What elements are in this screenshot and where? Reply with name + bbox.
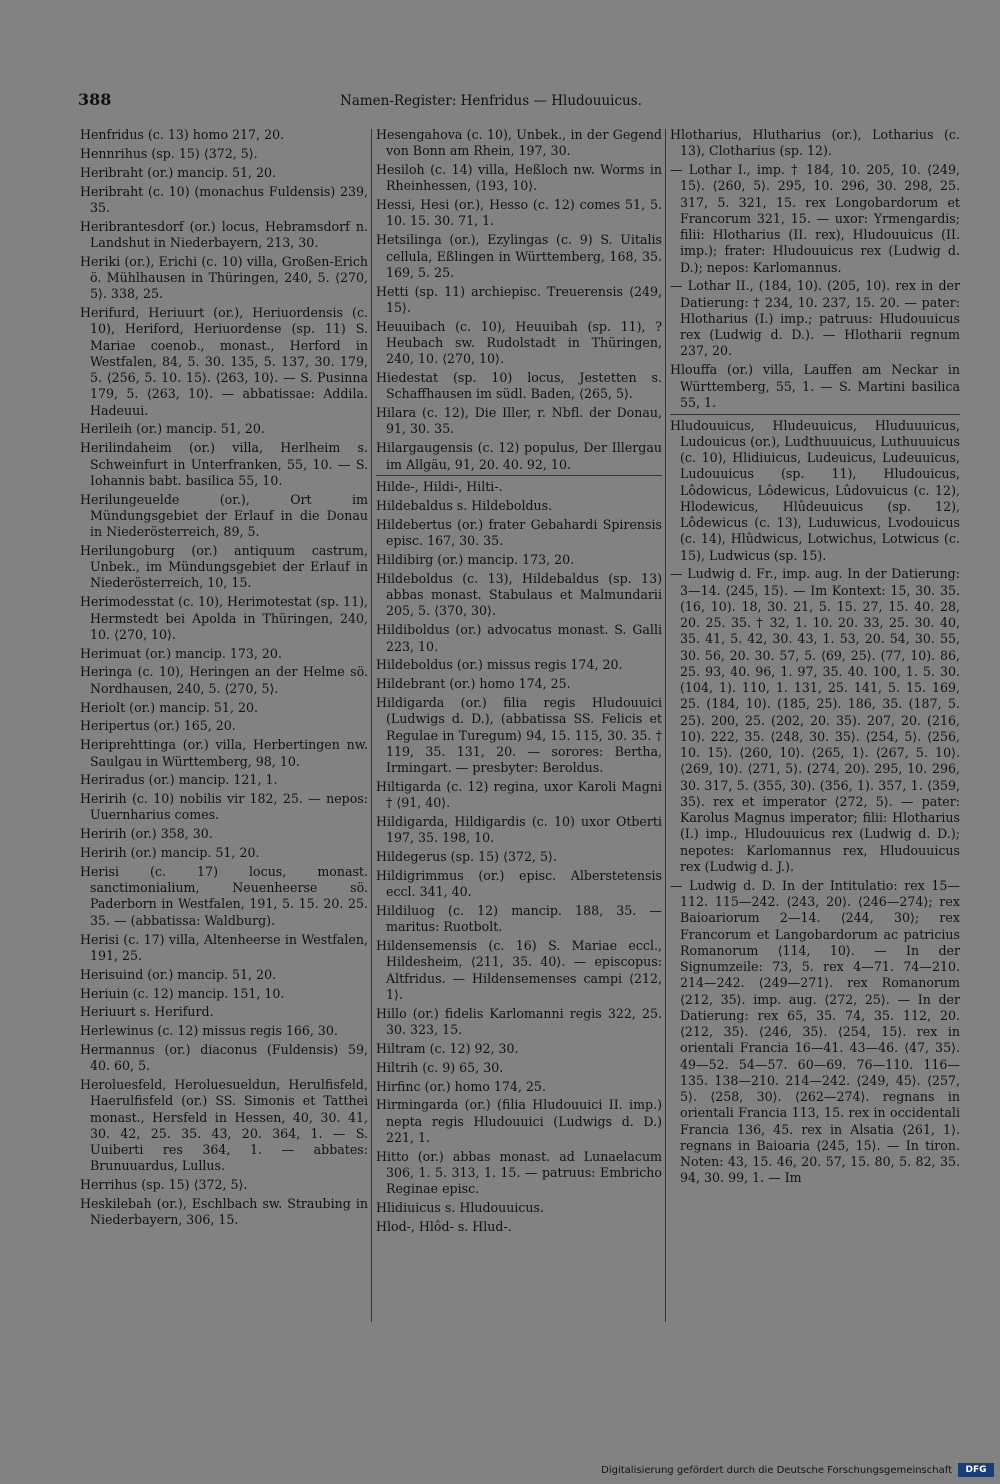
index-entry: Hlidiuicus s. Hludouuicus. xyxy=(376,1200,545,1216)
index-entry: Hirfinc (or.) homo 174, 25. xyxy=(376,1078,546,1094)
index-entry: Heririh (or.) 358, 30. xyxy=(80,826,213,842)
index-entry: Hetsilinga (or.), Ezylingas (c. 9) S. Uitalis cellula, Eßlingen in Württemberg, 168, 35. 169, 5. 25. xyxy=(376,232,662,280)
index-entry: Herimodesstat (c. 10), Herimotestat (sp. 11), Hermstedt bei Apolda in Thüringen, 240, 10. ⟨270, 10⟩. xyxy=(80,594,369,642)
index-entry: Hildigrimmus (or.) episc. Alberstetensis eccl. 341, 40. xyxy=(376,867,662,900)
index-entry: Heuuibach (c. 10), Heuuibah (sp. 11), ? Heubach sw. Rudolstadt in Thüringen, 240, 10. ⟨270, 10⟩. xyxy=(376,318,662,367)
dfg-logo-icon: DFG xyxy=(958,1463,994,1477)
index-entry: Hiedestat (sp. 10) locus, Jestetten s. Schaffhausen im südl. Baden, ⟨265, 5⟩. xyxy=(376,370,662,402)
index-entry: Hildigarda (or.) filia regis Hludouuici (Ludwigs d. D.), (abbatissa SS. Felicis et Regulae in Turegum) 94, 15. 115, 30. 35. † 119, 35. 131, 20. — sorores: Bertha, Irmingart. — presbyter: Beroldus. xyxy=(376,695,662,776)
index-entry: Herilindaheim (or.) villa, Herlheim s. Schweinfurt in Unterfranken, 55, 10. — S. Iohannis babt. basilica 55, 10. xyxy=(80,440,368,488)
page-number: 388 xyxy=(78,90,112,109)
index-entry: Hesiloh (c. 14) villa, Heßloch nw. Worms in Rheinhessen, ⟨193, 10⟩. xyxy=(376,162,662,194)
index-entry: Hildigarda, Hildigardis (c. 10) uxor Otberti 197, 35. 198, 10. xyxy=(376,814,662,846)
index-entry: Hildebrant (or.) homo 174, 25. xyxy=(376,676,571,692)
index-entry: Hillo (or.) fidelis Karlomanni regis 322, 25. 30. 323, 15. xyxy=(376,1005,662,1037)
index-entry: Hildiluog (c. 12) mancip. 188, 35. — maritus: Ruotbolt. xyxy=(376,903,662,935)
index-entry: Heririh (c. 10) nobilis vir 182, 25. — nepos: Uuernharius comes. xyxy=(80,791,368,823)
index-entry: Hirmingarda (or.) (filia Hludouuici II. imp.) nepta regis Hludouuici (Ludwigs d. D.) 221, 1. xyxy=(376,1097,662,1145)
index-entry: Herilungoburg (or.) antiquum castrum, Unbek., im Mündungsgebiet der Erlauf in Niederösterreich, 10, 15. xyxy=(80,542,368,591)
index-entry: Hilde-, Hildi-, Hilti-. xyxy=(376,475,662,495)
index-entry: Heriolt (or.) mancip. 51, 20. xyxy=(80,699,258,715)
index-entry: Hildegerus (sp. 15) ⟨372, 5⟩. xyxy=(376,849,557,865)
index-entry: Hildibirg (or.) mancip. 173, 20. xyxy=(376,552,575,568)
column-divider xyxy=(665,129,666,1322)
index-entry: Heribrantesdorf (or.) locus, Hebramsdorf n. Landshut in Niederbayern, 213, 30. xyxy=(80,218,368,250)
index-entry: Hludouuicus, Hludeuuicus, Hluduuuicus, Ludouicus (or.), Ludthuuuicus, Luthuuuicus (c. 10), Hlidiuicus, Ludeuicus, Ludeuuicus, Ludouuicus (sp. 11), Hludouicus, Lôdowicus, Lôdewicus, Lûdovuicus (c. 12), Hlodewicus, Hlûdeuuicus (sp. 12), Lôdewicus (c. 13), Luduwicus, Lvodouicus (c. 14), Hlûdwicus, Lotwichus, Lotwicus (c. 15), Ludwicus (sp. 15). xyxy=(670,414,960,564)
index-entry: Heriuin (c. 12) mancip. 151, 10. xyxy=(80,985,285,1001)
index-entry: Heriki (or.), Erichi (c. 10) villa, Großen-Erich ö. Mühlhausen in Thüringen, 240, 5. ⟨270, 5⟩. 338, 25. xyxy=(80,253,368,302)
index-entry: Hlod-, Hlôd- s. Hlud-. xyxy=(376,1218,512,1234)
index-column-1 xyxy=(80,127,368,1231)
index-entry: Herlewinus (c. 12) missus regis 166, 30. xyxy=(80,1023,338,1039)
index-entry: Heroluesfeld, Heroluesueldun, Herulfisfeld, Haerulfisfeld (or.) SS. Simonis et Tatthei monast., Hersfeld in Hessen, 40, 30. 41, 30. 42, 25. 35. 43, 20. 364, 1. — S. Uuiberti res 364, 1. — abbates: Brunuuardus, Lullus. xyxy=(80,1077,368,1174)
index-entry: Hesengahova (c. 10), Unbek., in der Gegend von Bonn am Rhein, 197, 30. xyxy=(376,127,662,159)
running-title: Namen-Register: Henfridus — Hludouuicus. xyxy=(340,93,642,109)
index-column-3 xyxy=(670,127,960,1189)
index-entry: — Ludwig d. Fr., imp. aug. In der Datierung: 3—14. ⟨245, 15⟩. — Im Kontext: 15, 30. 35. (16, 10). 18, 30. 21, 5. 15. 27, 15. 40. 28, 20. 25. 35. † 32, 1. 10. 20. 33, 25. 30. 40, 35. 41, 5. 42, 30. 43, 1. 53, 20. 54, 30. 55, 30. 56, 20. 30. 57, 5. ⟨69, 25⟩. (77, 10). 86, 25. 93, 40. 96, 1. 97, 35. 40. 100, 1. 5. 30. (104, 1). 110, 1. 131, 25. 141, 5. 15. 169, 25. (184, 10). (185, 25). 186, 35. (187, 5. 25). 200, 25. (202, 20. 35). 207, 20. (216, 10). 222, 35. ⟨248, 30. 35⟩. ⟨254, 5⟩. ⟨256, 10. 15⟩. ⟨260, 10⟩. ⟨265, 1⟩. ⟨267, 5. 10⟩. ⟨269, 10⟩. ⟨271, 5⟩. (274, 20). 295, 10. 296, 30. 317, 5. (355, 30). (356, 1). 357, 1. ⟨359, 35⟩. rex et imperator ⟨272, 5⟩. — pater: Karolus Magnus imperator; filii: Hlotharius (I.) imp., Hludouuicus rex (Ludwig d. D.); nepotes: Karlomannus rex, Hludouuicus rex (Ludwig d. J.). xyxy=(670,566,960,874)
index-entry: Herilungeuelde (or.), Ort im Mündungsgebiet der Erlauf in die Donau in Niederösterreich, 89, 5. xyxy=(80,491,368,540)
index-entry: Herisi (c. 17) villa, Altenheerse in Westfalen, 191, 25. xyxy=(80,931,368,963)
index-entry: Herisi (c. 17) locus, monast. sanctimonialium, Neuenheerse sö. Paderborn in Westfalen, 191, 5. 15. 20. 25. 35. — (abbatissa: Waldburg). xyxy=(80,863,368,928)
index-entry: Heririh (or.) mancip. 51, 20. xyxy=(80,845,260,861)
index-entry: Herisuind (or.) mancip. 51, 20. xyxy=(80,966,277,982)
index-entry: Herrihus (sp. 15) ⟨372, 5⟩. xyxy=(80,1177,248,1193)
index-entry: Herifurd, Heriuurt (or.), Heriuordensis (c. 10), Heriford, Heriuordense (sp. 11) S. Mariae coenob., monast., Herford in Westfalen, 84, 5. 30. 135, 5. 137, 30. 179, 5. ⟨256, 5. 10. 15⟩. ⟨263, 10⟩. — S. Pusinna 179, 5. ⟨263, 10⟩. — abbatissae: Addila. Hadeuui. xyxy=(80,305,368,418)
column-divider xyxy=(371,129,372,1322)
index-entry: Heringa (c. 10), Heringen an der Helme sö. Nordhausen, 240, 5. ⟨270, 5⟩. xyxy=(80,664,368,696)
index-entry: Herileih (or.) mancip. 51, 20. xyxy=(80,421,265,437)
index-entry: Henfridus (c. 13) homo 217, 20. xyxy=(80,127,285,142)
index-entry: Heriuurt s. Herifurd. xyxy=(80,1004,214,1020)
index-entry: Hessi, Hesi (or.), Hesso (c. 12) comes 51, 5. 10. 15. 30. 71, 1. xyxy=(376,197,662,229)
index-entry: Heribraht (c. 10) (monachus Fuldensis) 239, 35. xyxy=(80,183,368,215)
index-entry: Hildebertus (or.) frater Gebahardi Spirensis episc. 167, 30. 35. xyxy=(376,517,662,549)
index-entry: Heribraht (or.) mancip. 51, 20. xyxy=(80,164,277,180)
index-entry: Hildebaldus s. Hildeboldus. xyxy=(376,498,553,514)
index-entry: — Lothar II., (184, 10). (205, 10). rex in der Datierung: † 234, 10. 237, 15. 20. — pater: Hlotharius (I.) imp.; patruus: Hludouuicus rex (Ludwig d. D.). — Hlotharii regnum 237, 20. xyxy=(670,278,960,359)
index-entry: — Ludwig d. D. In der Intitulatio: rex 15—112. 115—242. ⟨243, 20⟩. ⟨246—274⟩; rex Baioariorum 2—14. ⟨244, 30⟩; rex Francorum et Langobardorum ac patricius Romanorum ⟨114, 10⟩. — In der Signumzeile: 73, 5. rex 4—71. 74—210. 214—242. ⟨249—271⟩. rex Romanorum ⟨212, 35⟩. imp. aug. ⟨272, 25⟩. — In der Datierung: rex 65, 35. 74, 35. 112, 20. ⟨212, 35⟩. ⟨246, 35⟩. ⟨254, 15⟩. rex in orientali Francia 16—41. 43—46. ⟨47, 35⟩. 49—52. 54—57. 60—69. 76—110. 116—135. 138—210. 214—242. ⟨249, 45⟩. ⟨257, 5⟩. ⟨258, 30⟩. ⟨262—274⟩. regnans in orientali Francia 113, 15. rex in occidentali Francia 136, 45. rex in Alsatia ⟨261, 1⟩. regnans in Baioaria ⟨245, 15⟩. — In tiron. Noten: 43, 15. 46, 20. 57, 15. 80, 5. 82, 35. 94, 30. 99, 1. — Im xyxy=(670,877,960,1186)
index-entry: Heriprehttinga (or.) villa, Herbertingen nw. Saulgau in Württemberg, 98, 10. xyxy=(80,737,368,769)
index-entry: Hiltigarda (c. 12) regina, uxor Karoli Magni † ⟨91, 40⟩. xyxy=(376,778,662,811)
footer-credit: Digitalisierung gefördert durch die Deutsche Forschungsgemeinschaft xyxy=(601,1465,952,1476)
index-entry: Herimuat (or.) mancip. 173, 20. xyxy=(80,645,282,661)
index-entry: Hiltrih (c. 9) 65, 30. xyxy=(376,1059,504,1075)
index-column-2 xyxy=(376,127,662,1238)
index-entry: Hermannus (or.) diaconus (Fuldensis) 59, 40. 60, 5. xyxy=(80,1042,368,1074)
index-entry: Hilargaugensis (c. 12) populus, Der Illergau im Allgäu, 91, 20. 40. 92, 10. xyxy=(376,440,662,472)
index-entry: Hiltram (c. 12) 92, 30. xyxy=(376,1040,519,1056)
index-entry: Hildensemensis (c. 16) S. Mariae eccl., Hildesheim, ⟨211, 35. 40⟩. — episcopus: Altfridus. — Hildensemenses campi ⟨212, 1⟩. xyxy=(376,938,662,1002)
index-entry: Hildeboldus (c. 13), Hildebaldus (sp. 13) abbas monast. Stabulaus et Malmundarii 205, 5. ⟨370, 30⟩. xyxy=(376,570,662,619)
index-entry: Hilara (c. 12), Die Iller, r. Nbfl. der Donau, 91, 30. 35. xyxy=(376,405,662,437)
index-entry: Hlouffa (or.) villa, Lauffen am Neckar in Württemberg, 55, 1. — S. Martini basilica 55, 1. xyxy=(670,362,960,410)
index-entry: Hildiboldus (or.) advocatus monast. S. Galli 223, 10. xyxy=(376,622,662,654)
index-entry: — Lothar I., imp. † 184, 10. 205, 10. ⟨249, 15⟩. ⟨260, 5⟩. 295, 10. 296, 30. 298, 25. 317, 5. 321, 15. rex Longobardorum et Francorum 321, 15. — uxor: Yrmengardis; filii: Hlotharius (II. rex), Hludouuicus (II. imp.); frater: Hludouuicus rex (Ludwig d. D.); nepos: Karlomannus. xyxy=(670,162,960,275)
index-entry: Hennrihus (sp. 15) ⟨372, 5⟩. xyxy=(80,145,258,161)
index-entry: Hetti (sp. 11) archiepisc. Treuerensis ⟨249, 15⟩. xyxy=(376,283,662,315)
index-entry: Heskilebah (or.), Eschlbach sw. Straubing in Niederbayern, 306, 15. xyxy=(80,1196,368,1228)
index-entry: Hitto (or.) abbas monast. ad Lunaelacum 306, 1. 5. 313, 1. 15. — patruus: Embricho Reginae episc. xyxy=(376,1148,662,1197)
index-entry: Heripertus (or.) 165, 20. xyxy=(80,718,236,734)
index-entry: Hildeboldus (or.) missus regis 174, 20. xyxy=(376,657,623,673)
index-entry: Heriradus (or.) mancip. 121, 1. xyxy=(80,772,278,788)
index-entry: Hlotharius, Hlutharius (or.), Lotharius (c. 13), Clotharius (sp. 12). xyxy=(670,127,960,159)
